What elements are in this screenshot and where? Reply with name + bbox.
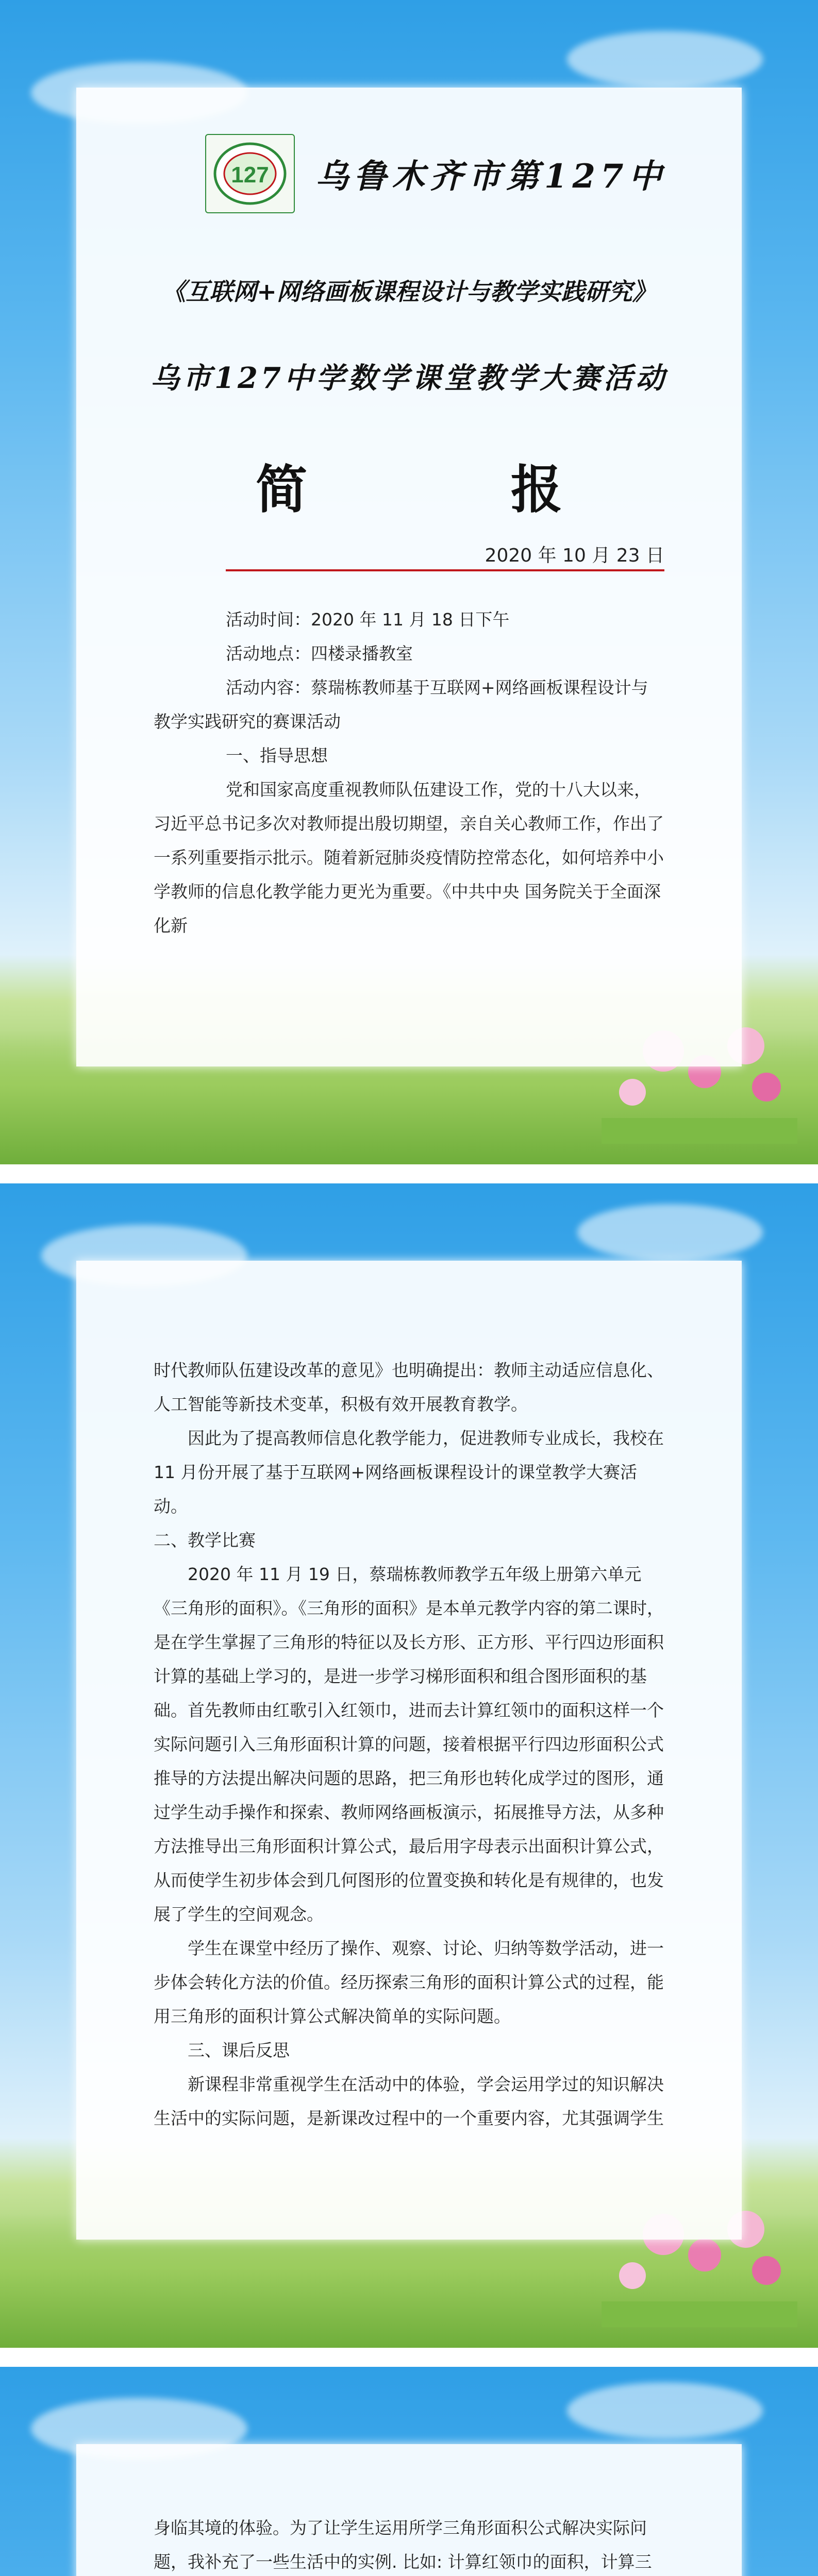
section-1-paragraph: 党和国家高度重视教师队伍建设工作，党的十八大以来，习近平总书记多次对教师提出殷切期望，亲自关心教师工作，作出了一系列重要指示批示。随着新冠肺炎疫情防控常态化，如何培养中小学教师的信息化教学能力更光为重要。《中共中央 国务院关于全面深化新 (154, 779, 664, 936)
page-2-text (154, 1353, 664, 2136)
report-panel-3 (76, 2444, 742, 2576)
activity-place: 活动地点：四楼录播教室 (226, 643, 413, 664)
page-3-text (154, 2511, 664, 2576)
section-3-paragraph-continued: 身临其境的体验。为了让学生运用所学三角形面积公式解决实际问题，我补充了一些生活中的实例. 比如: 计算红领巾的面积，计算三 (154, 2518, 652, 2572)
svg-text:127: 127 (231, 162, 269, 188)
school-logo-icon (211, 140, 289, 207)
report-panel-1 (76, 88, 742, 1066)
section-1-title: 一、指导思想 (226, 745, 328, 766)
activity-content: 活动内容：蔡瑞栋教师基于互联网+网络画板课程设计与教学实践研究的赛课活动 (154, 677, 648, 732)
section-2-paragraph: 2020 年 11 月 19 日，蔡瑞栋教师教学五年级上册第六单元《三角形的面积》。《三角形的面积》是本单元教学内容的第二课时，是在学生掌握了三角形的特征以及长方形、正方形、平行四边形面积计算的基础上学习的，是进一步学习梯形面积和组合图形面积的基础。首先教师由红歌引入红领巾，进而去计算红领巾的面积这样一个实际问题引入三角形面积计算的问题，接着根据平行四边形面积公式推导的方法提出解决问题的思路，把三角形也转化成学过的图形，通过学生动手操作和探索、教师网络画板演示，拓展推导方法，从多种方法推导出三角形面积计算公式，最后用字母表示出面积计算公式，从而使学生初步体会到几何图形的位置变换和转化是有规律的，也发展了学生的空间观念。 (154, 1564, 664, 1924)
page-1-text (154, 603, 664, 943)
report-date: 2020 年 10 月 23 日 (485, 545, 664, 566)
page-3-background (0, 2367, 818, 2576)
school-name: 乌鲁木齐市第127中 (315, 157, 667, 196)
activity-time: 活动时间：2020 年 11 月 18 日下午 (226, 609, 510, 630)
report-panel-2 (76, 1261, 742, 2240)
section-1-paragraph-continued: 时代教师队伍建设改革的意见》也明确提出：教师主动适应信息化、人工智能等新技术变革，积极有效开展教育教学。 (154, 1360, 664, 1414)
event-title: 乌市127中学数学课堂教学大赛活动 (151, 361, 667, 395)
page-2-background (0, 1183, 818, 2348)
divider-line (226, 569, 664, 571)
school-logo (205, 134, 295, 213)
project-title: 《互联网+网络画板课程设计与教学实践研究》 (162, 278, 656, 306)
section-1-paragraph-2: 因此为了提高教师信息化教学能力，促进教师专业成长，我校在 11 月份开展了基于互联网+网络画板课程设计的课堂教学大赛活动。 (154, 1428, 664, 1516)
section-3-paragraph: 新课程非常重视学生在活动中的体验，学会运用学过的知识解决生活中的实际问题，是新课改过程中的一个重要内容，尤其强调学生 (154, 2074, 664, 2128)
section-3-title: 三、课后反思 (188, 2040, 290, 2060)
page-1-background (0, 0, 818, 1164)
section-2-title: 二、教学比赛 (154, 1530, 256, 1550)
section-2-paragraph-2: 学生在课堂中经历了操作、观察、讨论、归纳等数学活动，进一步体会转化方法的价值。经历探索三角形的面积计算公式的过程，能用三角形的面积计算公式解决简单的实际问题。 (154, 1938, 664, 2026)
brief-title: 简 报 (256, 459, 655, 520)
